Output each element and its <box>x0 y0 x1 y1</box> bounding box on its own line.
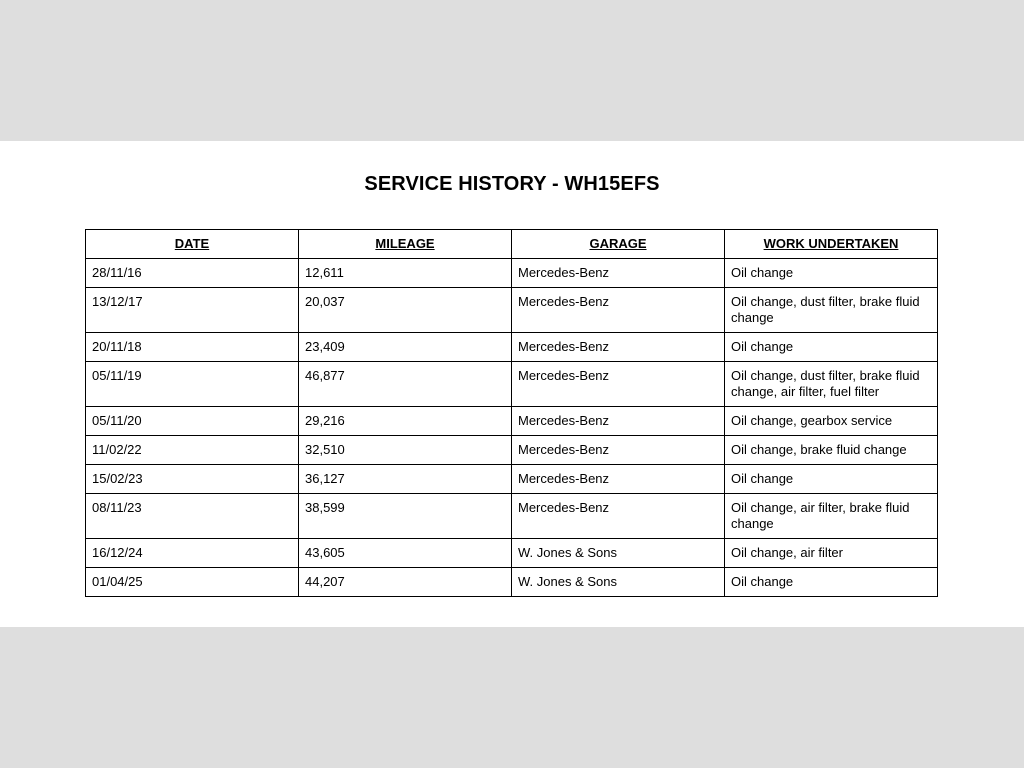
document-page <box>0 141 1024 627</box>
service-history-table <box>85 229 938 597</box>
cell-work: Oil change, air filter <box>725 539 938 568</box>
cell-mileage: 36,127 <box>299 465 512 494</box>
table-row <box>86 494 938 539</box>
column-header-work-undertaken: WORK UNDERTAKEN <box>725 230 938 259</box>
cell-mileage: 44,207 <box>299 568 512 597</box>
table-row <box>86 539 938 568</box>
cell-date: 11/02/22 <box>86 436 299 465</box>
cell-date: 08/11/23 <box>86 494 299 539</box>
cell-garage: Mercedes-Benz <box>512 465 725 494</box>
cell-garage: Mercedes-Benz <box>512 259 725 288</box>
column-header-garage: GARAGE <box>512 230 725 259</box>
cell-work: Oil change, gearbox service <box>725 407 938 436</box>
cell-work: Oil change <box>725 568 938 597</box>
cell-garage: W. Jones & Sons <box>512 568 725 597</box>
table-header-row <box>86 230 938 259</box>
cell-mileage: 12,611 <box>299 259 512 288</box>
cell-garage: Mercedes-Benz <box>512 288 725 333</box>
cell-work: Oil change, dust filter, brake fluid change, air filter, fuel filter <box>725 362 938 407</box>
cell-mileage: 46,877 <box>299 362 512 407</box>
cell-garage: Mercedes-Benz <box>512 494 725 539</box>
table-row <box>86 333 938 362</box>
table-row <box>86 259 938 288</box>
table-row <box>86 288 938 333</box>
cell-date: 05/11/19 <box>86 362 299 407</box>
cell-work: Oil change <box>725 465 938 494</box>
table-row <box>86 568 938 597</box>
cell-date: 20/11/18 <box>86 333 299 362</box>
cell-mileage: 29,216 <box>299 407 512 436</box>
cell-mileage: 32,510 <box>299 436 512 465</box>
cell-date: 13/12/17 <box>86 288 299 333</box>
table-row <box>86 465 938 494</box>
cell-garage: Mercedes-Benz <box>512 436 725 465</box>
cell-work: Oil change, dust filter, brake fluid change <box>725 288 938 333</box>
cell-date: 15/02/23 <box>86 465 299 494</box>
cell-date: 01/04/25 <box>86 568 299 597</box>
column-header-mileage: MILEAGE <box>299 230 512 259</box>
cell-garage: Mercedes-Benz <box>512 362 725 407</box>
cell-work: Oil change <box>725 333 938 362</box>
cell-mileage: 23,409 <box>299 333 512 362</box>
cell-date: 16/12/24 <box>86 539 299 568</box>
page-title: SERVICE HISTORY - WH15EFS <box>364 173 660 195</box>
cell-mileage: 20,037 <box>299 288 512 333</box>
cell-date: 28/11/16 <box>86 259 299 288</box>
cell-garage: Mercedes-Benz <box>512 333 725 362</box>
column-header-date: DATE <box>86 230 299 259</box>
table-row <box>86 436 938 465</box>
cell-mileage: 38,599 <box>299 494 512 539</box>
cell-mileage: 43,605 <box>299 539 512 568</box>
cell-work: Oil change, air filter, brake fluid change <box>725 494 938 539</box>
table-row <box>86 362 938 407</box>
cell-garage: Mercedes-Benz <box>512 407 725 436</box>
table-row <box>86 407 938 436</box>
cell-date: 05/11/20 <box>86 407 299 436</box>
cell-garage: W. Jones & Sons <box>512 539 725 568</box>
cell-work: Oil change <box>725 259 938 288</box>
cell-work: Oil change, brake fluid change <box>725 436 938 465</box>
